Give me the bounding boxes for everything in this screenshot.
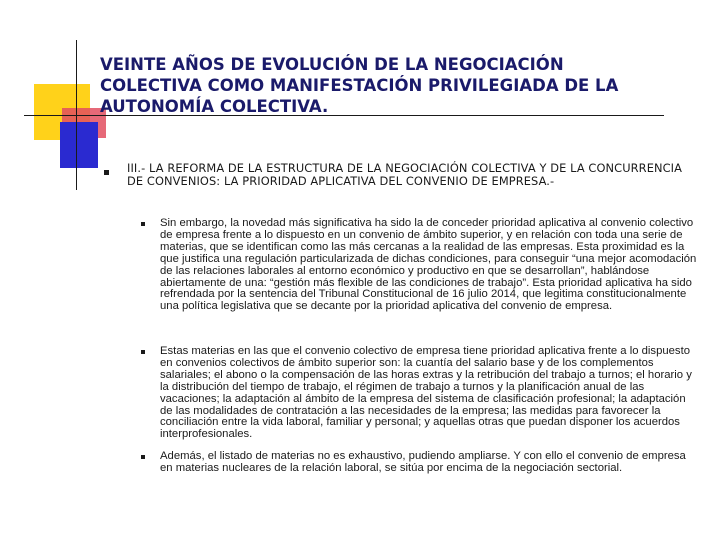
bullet-square-icon — [141, 350, 145, 354]
section-heading: III.- LA REFORMA DE LA ESTRUCTURA DE LA NEGOCIACIÓN COLECTIVA Y DE LA CONCURRENCIA DE CONVENIOS: LA PRIORIDAD APLICATIVA DEL CONVENIO DE EMPRESA.- — [127, 161, 683, 188]
slide-title-line-3: AUTONOMÍA COLECTIVA. — [100, 97, 329, 116]
decoration-vertical-line — [76, 40, 77, 190]
bullet-square-icon — [141, 222, 145, 226]
paragraph-1 — [160, 218, 700, 313]
decoration-blue-square — [60, 122, 98, 168]
paragraph-3-text: Además, el listado de materias no es exhaustivo, pudiendo ampliarse. Y con ello el convenio de empresa en materias nucleares de la relación laboral, se sitúa por encima de la negociación sectorial. — [160, 450, 686, 474]
slide-title-line-2: COLECTIVA COMO MANIFESTACIÓN PRIVILEGIADA DE LA — [100, 76, 619, 95]
paragraph-2-text: Estas materias en las que el convenio colectivo de empresa tiene prioridad aplicativa frente a lo dispuesto en convenios colectivos de ámbito superior son: la cuantía del salario base y de los complementos salariales; el abono o la compensación de las horas extras y la retribución del trabajo a turnos; el horario y la distribución del tiempo de trabajo, el régimen de trabajo a turnos y la planificación anual de las vacaciones; la adaptación al ámbito de la empresa del sistema de clasificación profesional; la adaptación de las modalidades de contratación a las necesidades de la empresa; las medidas para favorecer la conciliación entre la vida laboral, familiar y personal; y aquellas otras que puedan disponer los acuerdos interprofesionales. — [160, 345, 692, 441]
paragraph-3 — [160, 451, 700, 475]
bullet-square-icon — [141, 455, 145, 459]
slide-title-line-1: VEINTE AÑOS DE EVOLUCIÓN DE LA NEGOCIACIÓN — [100, 55, 564, 74]
paragraph-1-text: Sin embargo, la novedad más significativa ha sido la de conceder prioridad aplicativa al convenio colectivo de empresa frente a lo dispuesto en un convenio de ámbito superior, y en relación con toda una serie de materias, que se identifican como las más cercanas a la realidad de las empresas. Esta proximidad es la que justifica una regulación particularizada de dichas condiciones, para conseguir “una mejor acomodación de las relaciones laborales al entorno económico y productivo en que se desarrollan”, hablándose abiertamente de una: “gestión más flexible de las condiciones de trabajo”. Esta prioridad aplicativa ha sido refrendada por la sentencia del Tribunal Constitucional de 16 julio 2014, que legitima constitucionalmente una política legislativa que se decante por la prioridad aplicativa del convenio de empresa. — [160, 217, 697, 313]
slide-title — [100, 54, 700, 117]
paragraph-2 — [160, 346, 700, 441]
bullet-square-icon — [104, 170, 109, 175]
